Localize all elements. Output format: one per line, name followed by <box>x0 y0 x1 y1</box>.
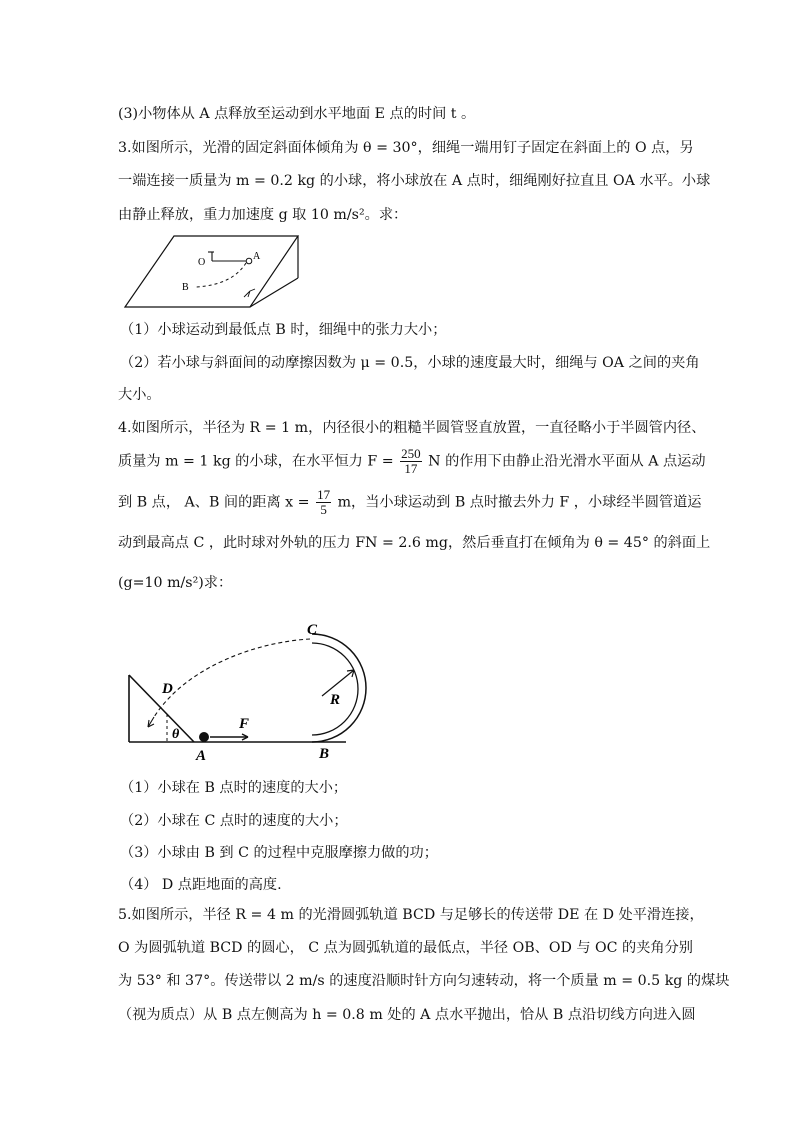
text-line-1: (3)小物体从 A 点释放至运动到水平地面 E 点的时间 t 。 <box>118 106 476 122</box>
q4-part-3: （3）小球由 B 到 C 的过程中克服摩擦力做的功； <box>120 845 438 861</box>
problem-3-line-2: 一端连接一质量为 m = 0.2 kg 的小球，将小球放在 A 点时，细绳刚好拉直且 OA 水平。小球 <box>118 173 711 189</box>
problem-4-line-3 <box>118 488 701 517</box>
radius-label: R <box>330 692 341 708</box>
q3-part-1: （1）小球运动到最低点 B 时，细绳中的张力大小； <box>120 322 447 338</box>
problem-4-line-2-a: 质量为 m = 1 kg 的小球，在水平恒力 F = <box>118 453 394 470</box>
point-a-label: A <box>196 748 207 763</box>
incline-figure <box>122 233 300 313</box>
force-label: F <box>239 716 250 732</box>
problem-4-line-2-b: N 的作用下由静止沿光滑水平面从 A 点运动 <box>428 453 706 470</box>
q3-part-2-cont: 大小。 <box>118 387 161 403</box>
semicircle-pipe-figure <box>126 617 378 763</box>
point-b-label: B <box>319 746 330 762</box>
problem-3-line-3: 由静止释放，重力加速度 g 取 10 m/s²。求： <box>118 207 408 223</box>
problem-4-line-3-a: 到 B 点， A、B 间的距离 x = <box>118 494 310 511</box>
problem-4-line-4: 动到最高点 C ，此时球对外轨的压力 FN = 2.6 mg，然后垂直打在倾角为 θ = 45° 的斜面上 <box>118 535 711 551</box>
problem-4-line-1: 4.如图所示，半径为 R = 1 m，内径很小的粗糙半圆管竖直放置，一直径略小于半圆管内径、 <box>118 420 706 436</box>
distance-fraction-num: 17 <box>317 487 331 502</box>
point-c-label: C <box>307 622 318 638</box>
point-d-label: D <box>162 681 173 697</box>
problem-3-line-1: 3.如图所示，光滑的固定斜面体倾角为 θ = 30°，细绳一端用钉子固定在斜面上的 O 点，另 <box>118 140 694 156</box>
point-a-label: A <box>253 251 261 262</box>
point-b-label: B <box>182 282 189 293</box>
q4-part-4: （4） D 点距地面的高度. <box>120 877 282 893</box>
point-o-label: O <box>198 257 206 268</box>
force-fraction-num: 250 <box>401 446 421 461</box>
problem-5-line-4: （视为质点）从 B 点左侧高为 h = 0.8 m 处的 A 点水平抛出，恰从 B 点沿切线方向进入圆 <box>118 1007 696 1023</box>
q4-part-2: （2）小球在 C 点时的速度的大小； <box>120 813 348 829</box>
distance-fraction <box>316 488 331 517</box>
problem-5-line-3: 为 53° 和 37°。传送带以 2 m/s 的速度沿顺时针方向匀速转动，将一个质量 m = 0.5 kg 的煤块 <box>118 973 730 989</box>
problem-4-line-2 <box>118 447 706 476</box>
problem-5-line-1: 5.如图所示，半径 R = 4 m 的光滑圆弧轨道 BCD 与足够长的传送带 DE 在 D 处平滑连接， <box>118 907 704 923</box>
force-fraction-den: 17 <box>404 461 418 476</box>
q4-part-1: （1）小球在 B 点时的速度的大小； <box>120 780 348 796</box>
q3-part-2: （2）若小球与斜面间的动摩擦因数为 μ = 0.5，小球的速度最大时，细绳与 OA 之间的夹角 <box>120 355 700 371</box>
problem-5-line-2: O 为圆弧轨道 BCD 的圆心， C 点为圆弧轨道的最低点，半径 OB、OD 与 OC 的夹角分别 <box>118 940 693 956</box>
force-fraction <box>400 447 422 476</box>
problem-4-line-5: (g=10 m/s²)求： <box>118 575 233 591</box>
theta-label: θ <box>172 727 180 742</box>
problem-4-line-3-b: m，当小球运动到 B 点时撤去外力 F ，小球经半圆管道运 <box>337 494 702 511</box>
distance-fraction-den: 5 <box>320 502 327 517</box>
